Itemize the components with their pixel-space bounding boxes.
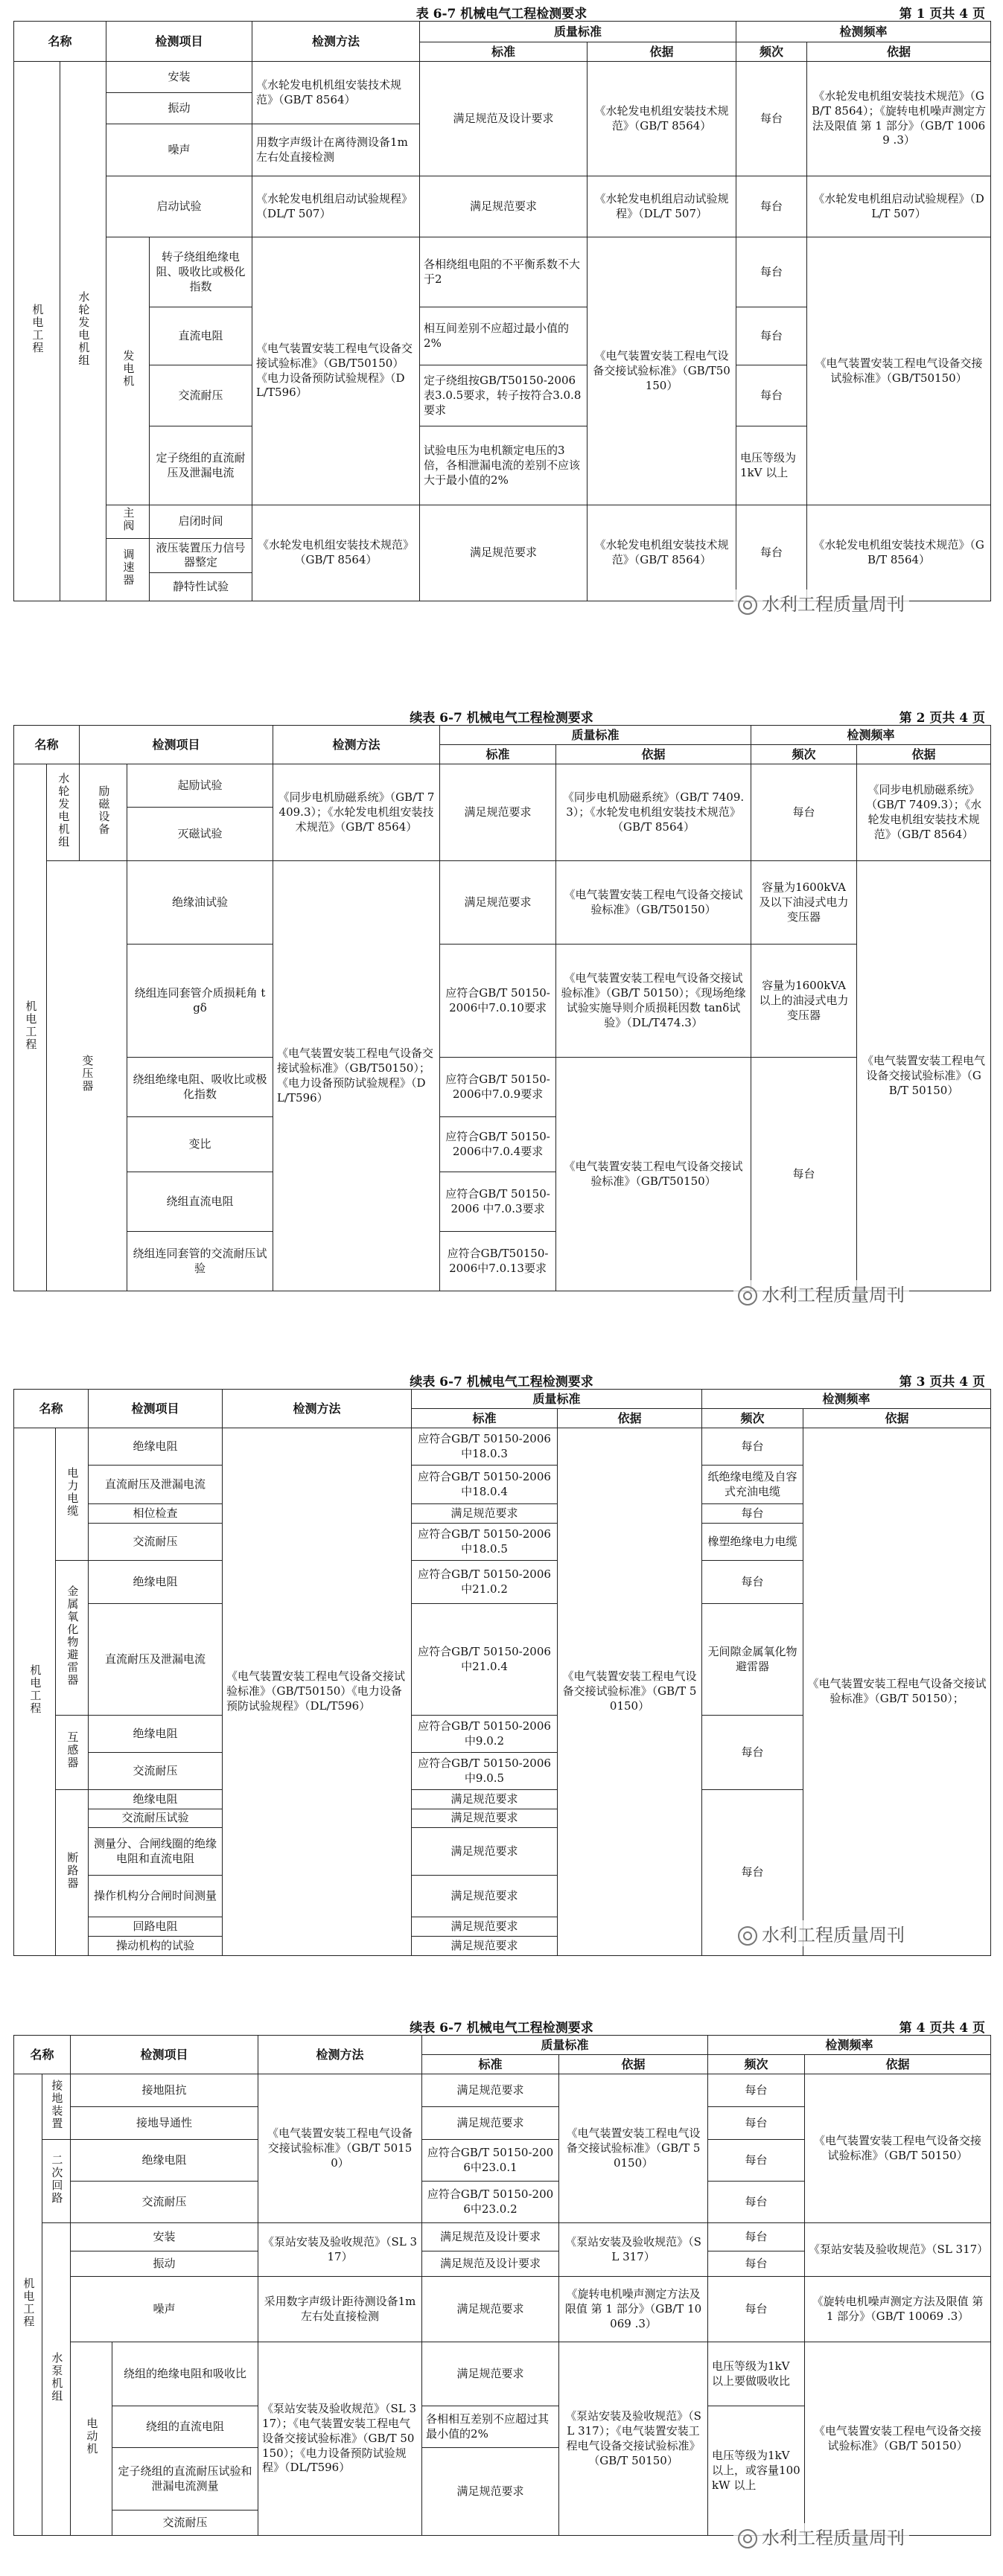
cell-basis: 《电气装置安装工程电气设备交接试验标准》（GB/T 50150） <box>558 1428 702 1956</box>
cell-frequency: 《电气装置安装工程电气设备交接试验标准》（GB/T 50150） <box>805 2342 991 2536</box>
cell-standard: 应符合GB/T 50150-2006 中9.0.5 <box>412 1753 558 1790</box>
cell-item: 噪声 <box>106 124 252 176</box>
hdr-item: 检测项目 <box>89 1390 223 1428</box>
cell-group: 调速器 <box>106 538 150 601</box>
cell-method: 《电气装置安装工程电气设备交接试验标准》（GB/T50150）《电力设备预防试验规程》（DL/T596） <box>223 1428 412 1956</box>
hdr-times: 频次 <box>751 745 857 764</box>
cell-standard: 满足规范要求 <box>422 2074 559 2107</box>
cell-frequency: 《电气装置安装工程电气设备交接试验标准》（GB/T 50150）； <box>803 1428 991 1956</box>
cell-group: 二次回路 <box>42 2140 71 2223</box>
hdr-times: 频次 <box>702 1409 803 1428</box>
cell-times: 每台 <box>708 2251 805 2277</box>
table-page4 <box>13 2035 991 2536</box>
cell-subcategory: 水轮发电机组 <box>47 764 80 861</box>
cell-item: 绕组连同套管的交流耐压试验 <box>127 1232 273 1291</box>
cell-standard: 满足规范及设计要求 <box>420 62 588 176</box>
page3-title: 续表 6-7 机械电气工程检测要求 <box>410 1375 593 1390</box>
cell-standard: 相互间差别不应超过最小值的2% <box>420 307 588 365</box>
cell-standard: 满足规范要求 <box>422 2448 559 2536</box>
hdr-standard: 标准 <box>440 745 556 764</box>
cell-item: 绝缘电阻 <box>71 2140 258 2182</box>
cell-times: 每台 <box>736 237 807 307</box>
cell-item: 振动 <box>71 2251 258 2277</box>
cell-standard: 应符合GB/T 50150-2006中7.0.9要求 <box>440 1058 556 1117</box>
page1-caption <box>0 1 1003 21</box>
cell-times: 每台 <box>708 2223 805 2251</box>
hdr-name: 名称 <box>14 1390 89 1428</box>
cell-frequency: 《水轮发电机组启动试验规程》（DL/T 507） <box>807 176 991 237</box>
hdr-item: 检测项目 <box>71 2036 258 2074</box>
hdr-basis2: 依据 <box>857 745 991 764</box>
hdr-basis: 依据 <box>558 1409 702 1428</box>
page3-number: 第 3 页共 4 页 <box>899 1375 985 1390</box>
cell-basis: 《泵站安装及验收规范》（SL 317）；《电气装置安装工程电气设备交接试验标准》（GB/T 50150） <box>559 2342 708 2536</box>
cell-standard: 应符合GB/T 50150-2006中23.0.1 <box>422 2140 559 2182</box>
cell-method: 《电气装置安装工程电气设备交接试验标准》（GB/T50150）；《电力设备预防试验规程》（DL/T596） <box>273 861 440 1291</box>
cell-times: 每台 <box>708 2277 805 2342</box>
hdr-frequency: 检测频率 <box>736 22 991 42</box>
wechat-logo-icon <box>738 1286 757 1305</box>
cell-standard: 定子绕组按GB/T50150-2006 表3.0.5要求，转子按符合3.0.8要求 <box>420 365 588 426</box>
cell-times: 每台 <box>702 1428 803 1466</box>
cell-group: 接地装置 <box>42 2074 71 2140</box>
cell-item: 定子绕组的直流耐压试验和泄漏电流测量 <box>112 2448 258 2511</box>
cell-standard: 满足规范要求 <box>420 505 588 601</box>
page1-number: 第 1 页共 4 页 <box>899 7 985 22</box>
cell-item: 变比 <box>127 1117 273 1172</box>
cell-standard: 满足规范要求 <box>422 2342 559 2406</box>
cell-standard: 满足规范要求 <box>412 1790 558 1809</box>
page2-title: 续表 6-7 机械电气工程检测要求 <box>410 711 593 726</box>
page3-caption <box>0 1370 1003 1389</box>
cell-times: 每台 <box>702 1716 803 1790</box>
cell-method: 《泵站安装及验收规范》（SL 317） <box>258 2223 422 2277</box>
cell-times: 电压等级为1kV 以上 <box>736 426 807 505</box>
cell-item: 安装 <box>71 2223 258 2251</box>
cell-standard: 应符合GB/T 50150-2006中18.0.3 <box>412 1428 558 1466</box>
cell-times: 每台 <box>708 2107 805 2140</box>
cell-item: 定子绕组的直流耐压及泄漏电流 <box>150 426 252 505</box>
hdr-basis2: 依据 <box>805 2055 991 2074</box>
cell-times: 每台 <box>751 764 857 861</box>
cell-method: 用数字声级计在离待测设备1m左右处直接检测 <box>252 124 420 176</box>
cell-standard: 应符合GB/T 50150-2006中18.0.4 <box>412 1466 558 1504</box>
hdr-name: 名称 <box>14 2036 71 2074</box>
hdr-item: 检测项目 <box>80 726 273 764</box>
hdr-frequency: 检测频率 <box>702 1390 991 1409</box>
cell-frequency: 《电气装置安装工程电气设备交接试验标准》（GB/T 50150） <box>805 2074 991 2223</box>
cell-standard: 满足规范要求 <box>412 1504 558 1524</box>
cell-item: 噪声 <box>71 2277 258 2342</box>
hdr-basis: 依据 <box>559 2055 708 2074</box>
hdr-name: 名称 <box>14 22 106 62</box>
cell-basis: 《同步电机励磁系统》（GB/T 7409.3）；《水轮发电机组安装技术规范》（GB/T 8564） <box>556 764 751 861</box>
cell-standard: 满足规范要求 <box>422 2277 559 2342</box>
cell-times: 每台 <box>736 62 807 176</box>
cell-item: 操动机构的试验 <box>89 1937 223 1956</box>
cell-times: 容量为1600kVA 及以下油浸式电力变压器 <box>751 861 857 945</box>
cell-item: 启动试验 <box>106 176 252 237</box>
cell-item: 直流耐压及泄漏电流 <box>89 1466 223 1504</box>
cell-group: 变压器 <box>47 861 127 1291</box>
cell-item: 绝缘电阻 <box>89 1561 223 1604</box>
cell-item: 起励试验 <box>127 764 273 808</box>
cell-method: 采用数字声级计距待测设备1m左右处直接检测 <box>258 2277 422 2342</box>
cell-frequency: 《电气装置安装工程电气设备交接试验标准》（GB/T50150） <box>807 237 991 505</box>
cell-basis: 《电气装置安装工程电气设备交接试验标准》（GB/T 50150）；《现场绝缘试验实施导则介质损耗因数 tanδ试验》（DL/T474.3） <box>556 945 751 1058</box>
cell-item: 交流耐压试验 <box>89 1809 223 1828</box>
cell-item: 绝缘电阻 <box>89 1428 223 1466</box>
cell-method: 《水轮发电机机组安装技术规范》（GB/T 8564） <box>252 62 420 124</box>
hdr-standard: 标准 <box>420 42 588 62</box>
hdr-standard: 标准 <box>422 2055 559 2074</box>
cell-basis: 《水轮发电机组安装技术规范》（GB/T 8564） <box>588 62 736 176</box>
cell-standard: 应符合GB/T 50150-2006 中7.0.3要求 <box>440 1172 556 1232</box>
cell-item: 交流耐压 <box>71 2182 258 2223</box>
cell-group: 发电机 <box>106 237 150 505</box>
cell-times: 每台 <box>702 1504 803 1524</box>
hdr-frequency: 检测频率 <box>708 2036 991 2055</box>
cell-group: 电力电缆 <box>56 1428 89 1561</box>
cell-basis: 《电气装置安装工程电气设备交接试验标准》（GB/T50150） <box>588 237 736 505</box>
cell-item: 交流耐压 <box>150 365 252 426</box>
table-page3 <box>13 1389 991 1956</box>
cell-category: 机电工程 <box>14 1428 56 1956</box>
page2-caption <box>0 706 1003 725</box>
cell-item: 转子绕组绝缘电阻、吸收比或极化指数 <box>150 237 252 307</box>
cell-item: 液压装置压力信号器整定 <box>150 538 252 572</box>
cell-frequency: 《水轮发电机组安装技术规范》（GB/T 8564）；《旋转电机噪声测定方法及限值 第 1 部分》（GB/T 10069 .3） <box>807 62 991 176</box>
wechat-logo-icon <box>738 2529 757 2548</box>
watermark: 水利工程质量周刊 <box>733 589 909 616</box>
page4-number: 第 4 页共 4 页 <box>899 2021 985 2036</box>
cell-standard: 各相绕组电阻的不平衡系数不大于2 <box>420 237 588 307</box>
cell-frequency: 《旋转电机噪声测定方法及限值 第 1 部分》（GB/T 10069 .3） <box>805 2277 991 2342</box>
hdr-basis2: 依据 <box>803 1409 991 1428</box>
hdr-basis: 依据 <box>588 42 736 62</box>
cell-item: 振动 <box>106 93 252 124</box>
cell-item: 绕组绝缘电阻、吸收比或极化指数 <box>127 1058 273 1117</box>
hdr-quality: 质量标准 <box>422 2036 708 2055</box>
hdr-standard: 标准 <box>412 1409 558 1428</box>
hdr-times: 频次 <box>736 42 807 62</box>
cell-basis: 《电气装置安装工程电气设备交接试验标准》（GB/T50150） <box>556 1058 751 1291</box>
cell-frequency: 《水轮发电机组安装技术规范》（GB/T 8564） <box>807 505 991 601</box>
cell-basis: 《泵站安装及验收规范》（SL 317） <box>559 2223 708 2277</box>
cell-standard: 满足规范要求 <box>440 861 556 945</box>
cell-category: 机电工程 <box>14 2074 42 2536</box>
cell-method: 《水轮发电机组安装技术规范》（GB/T 8564） <box>252 505 420 601</box>
cell-method: 《泵站安装及验收规范》（SL 317）；《电气装置安装工程电气设备交接试验标准》（GB/T 50150）；《电力设备预防试验规程》（DL/T596） <box>258 2342 422 2536</box>
hdr-basis2: 依据 <box>807 42 991 62</box>
cell-item: 测量分、合闸线圈的绝缘电阻和直流电阻 <box>89 1828 223 1876</box>
table-page2 <box>13 725 991 1291</box>
cell-standard: 满足规范要求 <box>412 1937 558 1956</box>
cell-standard: 应符合GB/T 50150-2006中7.0.4要求 <box>440 1117 556 1172</box>
cell-times: 每台 <box>702 1561 803 1604</box>
cell-category: 机电工程 <box>14 62 60 601</box>
cell-item: 静特性试验 <box>150 572 252 601</box>
cell-standard: 各相相互差别不应超过其最小值的2% <box>422 2406 559 2448</box>
cell-times: 纸绝缘电缆及自容式充油电缆 <box>702 1466 803 1504</box>
cell-basis: 《水轮发电机组启动试验规程》（DL/T 507） <box>588 176 736 237</box>
cell-group: 水泵机组 <box>42 2223 71 2536</box>
hdr-method: 检测方法 <box>273 726 440 764</box>
cell-group: 断路器 <box>56 1790 89 1956</box>
cell-group: 励磁设备 <box>80 764 127 861</box>
cell-times: 电压等级为1kV 以上，或容量100kW 以上 <box>708 2406 805 2536</box>
cell-group: 主阀 <box>106 505 150 539</box>
cell-standard: 满足规范要求 <box>412 1828 558 1876</box>
watermark: 水利工程质量周刊 <box>733 1920 909 1946</box>
cell-frequency: 《电气装置安装工程电气设备交接试验标准》（GB/T 50150） <box>857 861 991 1291</box>
cell-item: 直流耐压及泄漏电流 <box>89 1604 223 1716</box>
cell-item: 绕组的直流电阻 <box>112 2406 258 2448</box>
page4-title: 续表 6-7 机械电气工程检测要求 <box>410 2021 593 2036</box>
hdr-basis: 依据 <box>556 745 751 764</box>
cell-basis: 《水轮发电机组安装技术规范》（GB/T 8564） <box>588 505 736 601</box>
cell-item: 安装 <box>106 62 252 93</box>
cell-item: 直流电阻 <box>150 307 252 365</box>
cell-item: 启闭时间 <box>150 505 252 539</box>
hdr-quality: 质量标准 <box>440 726 751 745</box>
cell-standard: 应符合GB/T 50150-2006中7.0.10要求 <box>440 945 556 1058</box>
cell-times: 每台 <box>708 2182 805 2223</box>
cell-item: 交流耐压 <box>112 2511 258 2536</box>
cell-group: 互感器 <box>56 1716 89 1790</box>
cell-standard: 满足规范要求 <box>440 764 556 861</box>
hdr-method: 检测方法 <box>252 22 420 62</box>
wechat-logo-icon <box>738 1926 757 1946</box>
cell-item: 绝缘电阻 <box>89 1790 223 1809</box>
cell-frequency: 《同步电机励磁系统》（GB/T 7409.3）；《水轮发电机组安装技术规范》（GB/T 8564） <box>857 764 991 861</box>
cell-standard: 应符合GB/T 50150-2006中21.0.2 <box>412 1561 558 1604</box>
watermark: 水利工程质量周刊 <box>733 2523 909 2549</box>
cell-group: 金属氧化物避雷器 <box>56 1561 89 1716</box>
cell-standard: 满足规范要求 <box>420 176 588 237</box>
hdr-frequency: 检测频率 <box>751 726 991 745</box>
table-page1 <box>13 21 991 601</box>
hdr-item: 检测项目 <box>106 22 252 62</box>
hdr-name: 名称 <box>14 726 80 764</box>
cell-times: 容量为1600kVA 以上的油浸式电力变压器 <box>751 945 857 1058</box>
wechat-logo-icon <box>738 595 757 615</box>
cell-times: 每台 <box>702 1790 803 1956</box>
cell-method: 《电气装置安装工程电气设备交接试验标准》（GB/T50150）《电力设备预防试验规程》（DL/T596） <box>252 237 420 505</box>
cell-category: 机电工程 <box>14 764 47 1291</box>
hdr-quality: 质量标准 <box>420 22 736 42</box>
cell-standard: 满足规范要求 <box>412 1876 558 1917</box>
cell-subcategory: 水轮发电机组 <box>60 62 106 601</box>
cell-item: 接地阻抗 <box>71 2074 258 2107</box>
cell-item: 交流耐压 <box>89 1524 223 1561</box>
cell-standard: 应符合GB/T 50150-2006中18.0.5 <box>412 1524 558 1561</box>
cell-item: 交流耐压 <box>89 1753 223 1790</box>
cell-item: 绕组连同套管介质损耗角 tgδ <box>127 945 273 1058</box>
hdr-quality: 质量标准 <box>412 1390 702 1409</box>
cell-standard: 满足规范要求 <box>422 2107 559 2140</box>
cell-times: 橡塑绝缘电力电缆 <box>702 1524 803 1561</box>
page2-number: 第 2 页共 4 页 <box>899 711 985 726</box>
cell-standard: 应符合GB/T 50150-2006中9.0.2 <box>412 1716 558 1753</box>
cell-times: 每台 <box>708 2074 805 2107</box>
cell-times: 每台 <box>708 2140 805 2182</box>
cell-times: 每台 <box>736 176 807 237</box>
cell-item: 回路电阻 <box>89 1917 223 1937</box>
cell-times: 电压等级为1kV 以上要做吸收比 <box>708 2342 805 2406</box>
cell-times: 每台 <box>736 365 807 426</box>
cell-item: 灭磁试验 <box>127 808 273 861</box>
cell-times: 每台 <box>736 505 807 601</box>
cell-item: 操作机构分合闸时间测量 <box>89 1876 223 1917</box>
cell-times: 无间隙金属氧化物避雷器 <box>702 1604 803 1716</box>
cell-standard: 应符合GB/T 50150-2006中23.0.2 <box>422 2182 559 2223</box>
cell-item: 绕组直流电阻 <box>127 1172 273 1232</box>
page4-caption <box>0 2016 1003 2035</box>
cell-item: 绝缘电阻 <box>89 1716 223 1753</box>
cell-method: 《水轮发电机组启动试验规程》（DL/T 507） <box>252 176 420 237</box>
cell-frequency: 《泵站安装及验收规范》（SL 317） <box>805 2223 991 2277</box>
cell-times: 每台 <box>751 1058 857 1291</box>
hdr-method: 检测方法 <box>223 1390 412 1428</box>
cell-method: 《电气装置安装工程电气设备交接试验标准》（GB/T 50150） <box>258 2074 422 2223</box>
hdr-method: 检测方法 <box>258 2036 422 2074</box>
cell-group: 电动机 <box>71 2342 112 2536</box>
cell-basis: 《电气装置安装工程电气设备交接试验标准》（GB/T 50150） <box>559 2074 708 2223</box>
cell-times: 每台 <box>736 307 807 365</box>
cell-item: 相位检查 <box>89 1504 223 1524</box>
cell-standard: 满足规范要求 <box>412 1809 558 1828</box>
page1-title: 表 6-7 机械电气工程检测要求 <box>415 7 588 22</box>
cell-item: 绝缘油试验 <box>127 861 273 945</box>
cell-standard: 满足规范及设计要求 <box>422 2251 559 2277</box>
cell-item: 接地导通性 <box>71 2107 258 2140</box>
cell-standard: 满足规范要求 <box>412 1917 558 1937</box>
cell-method: 《同步电机励磁系统》（GB/T 7409.3）；《水轮发电机组安装技术规范》（GB/T 8564） <box>273 764 440 861</box>
cell-standard: 试验电压为电机额定电压的3倍，各相泄漏电流的差别不应该大于最小值的2% <box>420 426 588 505</box>
cell-basis: 《旋转电机噪声测定方法及限值 第 1 部分》（GB/T 10069 .3） <box>559 2277 708 2342</box>
watermark: 水利工程质量周刊 <box>733 1280 909 1306</box>
hdr-times: 频次 <box>708 2055 805 2074</box>
cell-standard: 满足规范及设计要求 <box>422 2223 559 2251</box>
cell-basis: 《电气装置安装工程电气设备交接试验标准》（GB/T50150） <box>556 861 751 945</box>
cell-standard: 应符合GB/T 50150-2006中21.0.4 <box>412 1604 558 1716</box>
cell-standard: 应符合GB/T50150-2006中7.0.13要求 <box>440 1232 556 1291</box>
cell-item: 绕组的绝缘电阻和吸收比 <box>112 2342 258 2406</box>
